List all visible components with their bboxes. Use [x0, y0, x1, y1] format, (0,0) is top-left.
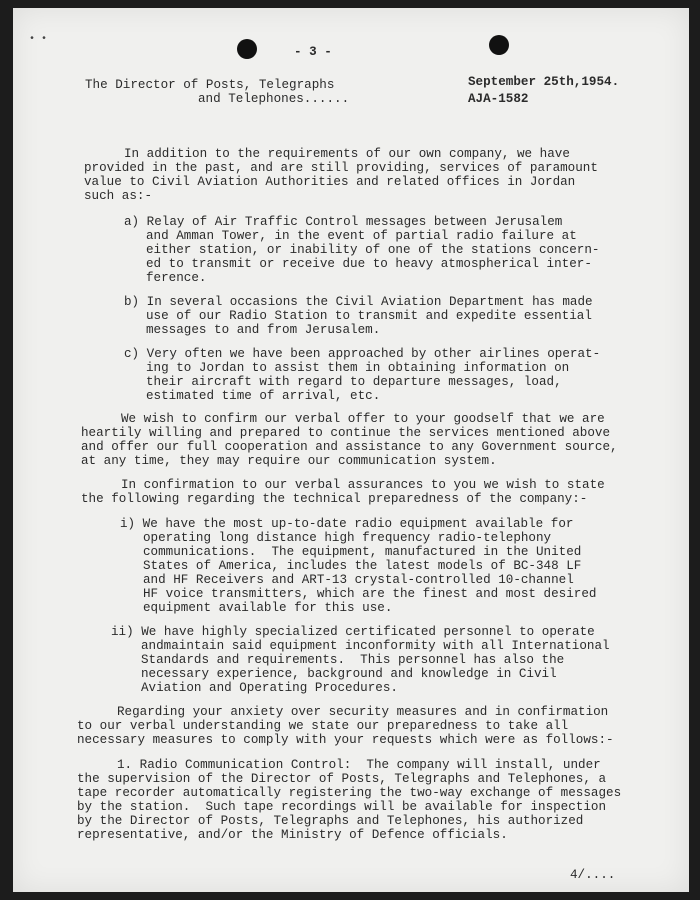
paragraph-line: at any time, they may require our communication system.: [81, 454, 497, 468]
paragraph-line: necessary measures to comply with your requests which were as follows:-: [77, 733, 614, 747]
item-i-line: operating long distance high frequency radio-telephony: [143, 531, 552, 545]
item-ii-line: Aviation and Operating Procedures.: [141, 681, 398, 695]
intro-line: In addition to the requirements of our own company, we have: [124, 147, 570, 161]
continuation-marker: 4/....: [570, 868, 616, 882]
recipient-line-2: and Telephones......: [198, 92, 350, 106]
item-1-line: representative, and/or the Ministry of Defence officials.: [77, 828, 508, 842]
item-ii-line: Standards and requirements. This personnel has also the: [141, 653, 565, 667]
item-i-line: communications. The equipment, manufactured in the United: [143, 545, 582, 559]
item-a-line: either station, or inability of one of the stations concern-: [146, 243, 600, 257]
paragraph-line: the following regarding the technical preparedness of the company:-: [81, 492, 588, 506]
item-b-line: use of our Radio Station to transmit and expedite essential: [146, 309, 592, 323]
item-1-line: tape recorder automatically registering the two-way exchange of messages: [77, 786, 622, 800]
item-b-line: messages to and from Jerusalem.: [146, 323, 381, 337]
intro-line: provided in the past, and are still providing, services of paramount: [84, 161, 598, 175]
item-ii-line: andmaintain said equipment inconformity with all International: [141, 639, 610, 653]
paragraph-line: Regarding your anxiety over security measures and in confirmation: [117, 705, 609, 719]
item-1-line: the supervision of the Director of Posts, Telegraphs and Telephones, a: [77, 772, 607, 786]
item-1-line: by the Director of Posts, Telegraphs and Telephones, his authorized: [77, 814, 584, 828]
item-c-line: ing to Jordan to assist them in obtaining information on: [146, 361, 570, 375]
punch-hole-left: [237, 39, 257, 59]
item-1-line: by the station. Such tape recordings will be available for inspection: [77, 800, 607, 814]
intro-line: value to Civil Aviation Authorities and related offices in Jordan: [84, 175, 576, 189]
page-number: - 3 -: [294, 45, 332, 59]
item-i-line: i) We have the most up-to-date radio equipment available for: [120, 517, 574, 531]
item-a-line: a) Relay of Air Traffic Control messages between Jerusalem: [124, 215, 563, 229]
item-ii-line: necessary experience, background and knowledge in Civil: [141, 667, 557, 681]
paragraph-line: heartily willing and prepared to continue the services mentioned above: [81, 426, 611, 440]
item-i-line: HF voice transmitters, which are the finest and most desired: [143, 587, 597, 601]
punch-hole-right: [489, 35, 509, 55]
item-i-line: States of America, includes the latest models of BC-348 LF: [143, 559, 582, 573]
letter-date: September 25th,1954.: [468, 75, 620, 89]
item-b-line: b) In several occasions the Civil Aviation Department has made: [124, 295, 593, 309]
item-ii-line: ii) We have highly specialized certificated personnel to operate: [111, 625, 595, 639]
item-c-line: c) Very often we have been approached by other airlines operat-: [124, 347, 601, 361]
paragraph-line: to our verbal understanding we state our preparedness to take all: [77, 719, 569, 733]
recipient-line-1: The Director of Posts, Telegraphs: [85, 78, 335, 92]
stray-mark: • •: [29, 34, 48, 45]
item-c-line: estimated time of arrival, etc.: [146, 389, 381, 403]
item-i-line: equipment available for this use.: [143, 601, 393, 615]
item-a-line: and Amman Tower, in the event of partial radio failure at: [146, 229, 577, 243]
item-a-line: ference.: [146, 271, 207, 285]
item-c-line: their aircraft with regard to departure messages, load,: [146, 375, 562, 389]
paragraph-line: In confirmation to our verbal assurances to you we wish to state: [121, 478, 605, 492]
item-a-line: ed to transmit or receive due to heavy atmospherical inter-: [146, 257, 592, 271]
paragraph-line: and offer our full cooperation and assistance to any Government source,: [81, 440, 618, 454]
reference-number: AJA-1582: [468, 92, 529, 106]
document-page: [13, 8, 689, 892]
item-i-line: and HF Receivers and ART-13 crystal-controlled 10-channel: [143, 573, 574, 587]
intro-line: such as:-: [84, 189, 153, 203]
paragraph-line: We wish to confirm our verbal offer to your goodself that we are: [121, 412, 605, 426]
item-1-line: 1. Radio Communication Control: The company will install, under: [117, 758, 601, 772]
